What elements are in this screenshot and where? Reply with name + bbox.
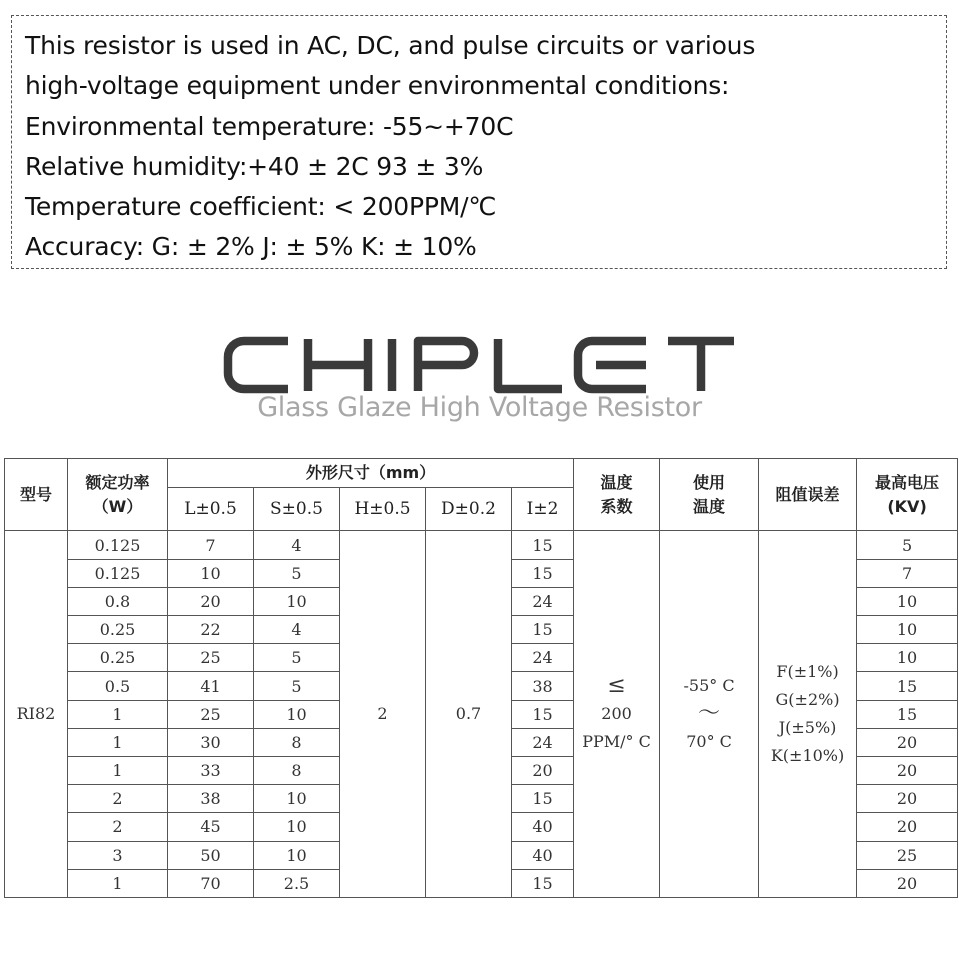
length-cell: 20: [168, 587, 254, 615]
header-max-voltage-unit: (KV): [887, 496, 927, 516]
power-cell: 1: [68, 728, 168, 756]
spec-description-box: [11, 15, 947, 269]
lead-length-cell: 20: [512, 756, 574, 784]
temp-coef-line: PPM/° C: [582, 732, 651, 752]
spacing-cell: 4: [254, 616, 340, 644]
tolerance-line: F(±1%): [776, 662, 839, 682]
length-cell: 10: [168, 559, 254, 587]
power-cell: 0.25: [68, 616, 168, 644]
tolerance-cell: [759, 531, 857, 898]
lead-length-cell: 38: [512, 672, 574, 700]
header-use-temp-1: 使用: [693, 472, 726, 492]
chiplet-logo: [222, 335, 738, 395]
spacing-cell: 5: [254, 559, 340, 587]
use-temp-line: -55° C: [683, 676, 735, 696]
max-voltage-cell: 10: [857, 616, 958, 644]
header-temp-coef-1: 温度: [600, 472, 633, 492]
height-cell: 2: [340, 531, 426, 898]
spacing-cell: 10: [254, 700, 340, 728]
spec-line-env-temp: Environmental temperature: -55~+70C: [25, 111, 514, 141]
length-cell: 25: [168, 700, 254, 728]
power-cell: 1: [68, 700, 168, 728]
lead-length-cell: 24: [512, 587, 574, 615]
spacing-cell: 10: [254, 813, 340, 841]
power-cell: 3: [68, 841, 168, 869]
tolerance-line: K(±10%): [770, 746, 845, 766]
use-temp-line: ～: [698, 701, 721, 727]
max-voltage-cell: 7: [857, 559, 958, 587]
header-model: 型号: [5, 459, 68, 531]
header-S: S±0.5: [254, 488, 340, 531]
temp-coef-cell: [574, 531, 660, 898]
lead-length-cell: 40: [512, 841, 574, 869]
power-cell: 2: [68, 785, 168, 813]
length-cell: 45: [168, 813, 254, 841]
length-cell: 7: [168, 531, 254, 559]
header-dimensions: 外形尺寸（mm）: [168, 459, 574, 488]
header-temp-coef-2: 系数: [600, 496, 633, 516]
max-voltage-cell: 20: [857, 728, 958, 756]
length-cell: 41: [168, 672, 254, 700]
spec-table: [4, 458, 958, 898]
product-subtitle: Glass Glaze High Voltage Resistor: [257, 392, 702, 423]
spec-line-usage-2: high-voltage equipment under environmental conditions:: [25, 71, 730, 101]
temp-coef-line: 200: [601, 704, 632, 724]
spacing-cell: 8: [254, 728, 340, 756]
length-cell: 33: [168, 756, 254, 784]
power-cell: 0.5: [68, 672, 168, 700]
header-L: L±0.5: [168, 488, 254, 531]
header-rated-power: [68, 459, 168, 531]
spacing-cell: 5: [254, 672, 340, 700]
length-cell: 30: [168, 728, 254, 756]
power-cell: 0.125: [68, 559, 168, 587]
model-cell: RI82: [5, 531, 68, 898]
spacing-cell: 8: [254, 756, 340, 784]
tolerance-line: G(±2%): [775, 690, 840, 710]
lead-length-cell: 15: [512, 616, 574, 644]
max-voltage-cell: 15: [857, 700, 958, 728]
lead-length-cell: 24: [512, 644, 574, 672]
tolerance-line: J(±5%): [778, 718, 837, 738]
spacing-cell: 5: [254, 644, 340, 672]
use-temp-cell: [660, 531, 759, 898]
spacing-cell: 2.5: [254, 869, 340, 897]
table-row: [5, 531, 958, 559]
max-voltage-cell: 10: [857, 644, 958, 672]
header-use-temp: [660, 459, 759, 531]
spec-line-temp-coef: Temperature coefficient: < 200PPM/℃: [25, 192, 497, 222]
spacing-cell: 10: [254, 587, 340, 615]
power-cell: 0.125: [68, 531, 168, 559]
spec-line-humidity: Relative humidity:+40 ± 2C 93 ± 3%: [25, 151, 484, 181]
max-voltage-cell: 20: [857, 869, 958, 897]
max-voltage-cell: 5: [857, 531, 958, 559]
lead-length-cell: 15: [512, 559, 574, 587]
length-cell: 38: [168, 785, 254, 813]
power-cell: 1: [68, 869, 168, 897]
temp-coef-line: ≤: [607, 673, 626, 699]
length-cell: 25: [168, 644, 254, 672]
use-temp-line: 70° C: [686, 732, 732, 752]
power-cell: 0.25: [68, 644, 168, 672]
header-rated-power-unit: （W）: [92, 496, 143, 516]
max-voltage-cell: 20: [857, 813, 958, 841]
max-voltage-cell: 20: [857, 785, 958, 813]
lead-length-cell: 15: [512, 869, 574, 897]
spacing-cell: 4: [254, 531, 340, 559]
length-cell: 22: [168, 616, 254, 644]
header-H: H±0.5: [340, 488, 426, 531]
lead-length-cell: 15: [512, 700, 574, 728]
power-cell: 0.8: [68, 587, 168, 615]
max-voltage-cell: 10: [857, 587, 958, 615]
lead-length-cell: 15: [512, 785, 574, 813]
lead-length-cell: 40: [512, 813, 574, 841]
lead-length-cell: 24: [512, 728, 574, 756]
power-cell: 2: [68, 813, 168, 841]
length-cell: 50: [168, 841, 254, 869]
max-voltage-cell: 20: [857, 756, 958, 784]
spacing-cell: 10: [254, 785, 340, 813]
header-tolerance: 阻值误差: [759, 459, 857, 531]
length-cell: 70: [168, 869, 254, 897]
spec-line-usage-1: This resistor is used in AC, DC, and pulse circuits or various: [25, 31, 756, 60]
max-voltage-cell: 15: [857, 672, 958, 700]
diameter-cell: 0.7: [426, 531, 512, 898]
max-voltage-cell: 25: [857, 841, 958, 869]
header-max-voltage: [857, 459, 958, 531]
lead-length-cell: 15: [512, 531, 574, 559]
header-temp-coef: [574, 459, 660, 531]
header-use-temp-2: 温度: [693, 496, 726, 516]
header-D: D±0.2: [426, 488, 512, 531]
power-cell: 1: [68, 756, 168, 784]
header-max-voltage-label: 最高电压: [875, 472, 940, 492]
spacing-cell: 10: [254, 841, 340, 869]
header-I: I±2: [512, 488, 574, 531]
spec-line-accuracy: Accuracy: G: ± 2% J: ± 5% K: ± 10%: [25, 232, 477, 262]
logo-text: CHIPLET: [222, 335, 227, 336]
header-rated-power-label: 额定功率: [85, 472, 150, 492]
